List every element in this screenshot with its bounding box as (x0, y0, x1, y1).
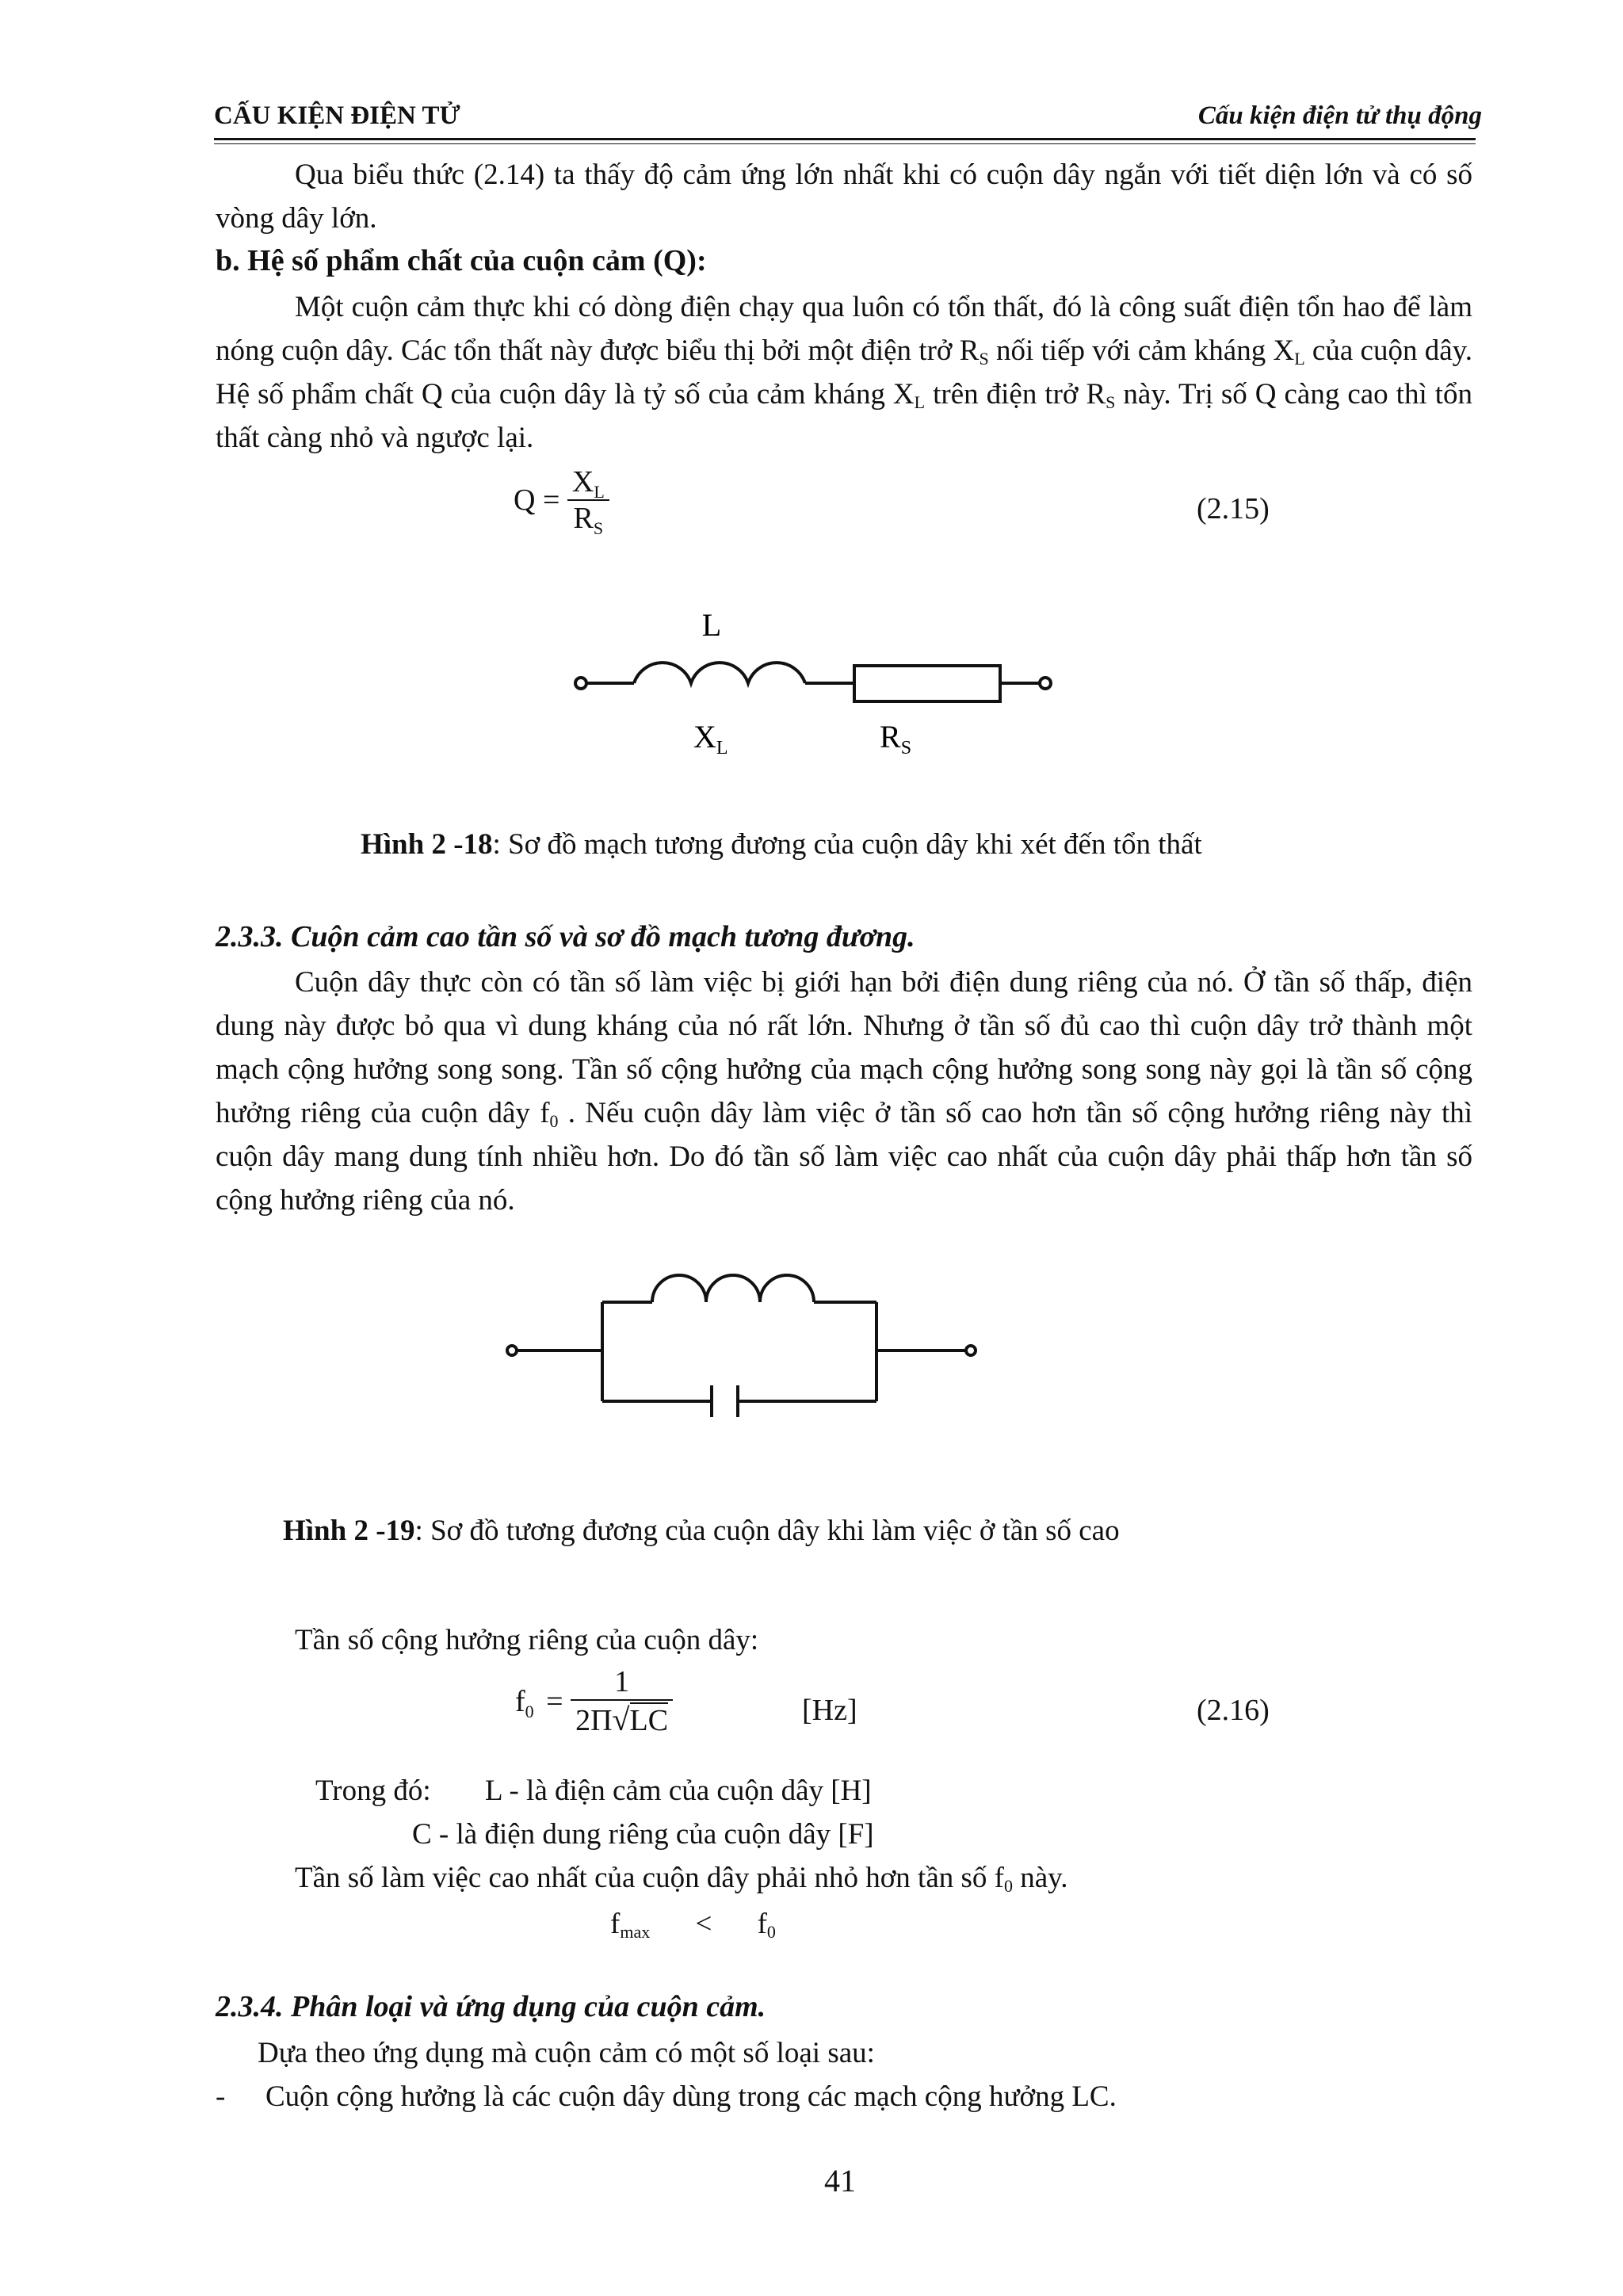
where-l-definition: L - là điện cảm của cuộn dây [H] (485, 1775, 872, 1807)
terminal-right (966, 1346, 976, 1355)
equation-number-2-16: (2.16) (1197, 1694, 1270, 1727)
terminal-right (1040, 678, 1051, 689)
figure-2-18-circuit (555, 602, 1109, 777)
page-number: 41 (824, 2163, 856, 2199)
terminal-left (575, 678, 586, 689)
q-fraction: $\frac{X_L}{R_S}$ (567, 464, 609, 536)
paragraph-3: Cuộn dây thực còn có tần số làm việc bị giới hạn bởi điện dung riêng của nó. Ở tần số thấp, điện dung này được bỏ qua vì dung kháng của nó rất lớn. Nhưng ở tần số đủ cao thì cuộn dây trở thành một mạch cộng hưởng song song. Tần số cộng hưởng của mạch cộng hưởng song song này gọi là tần số cộng hưởng riêng của cuộn dây $f_0$ . Nếu cuộn dây làm việc ở tần số cao hơn tần số cộng hưởng riêng này thì cuộn dây mang dung tính nhiều hơn. Do đó tần số làm việc cao nhất của cuộn dây phải thấp hơn tần số cộng hưởng riêng của nó. (216, 966, 1473, 1217)
inductor-coil (652, 1275, 814, 1302)
section-2-3-4-heading: 2.3.4. Phân loại và ứng dụng của cuộn cảm. (216, 1990, 766, 2023)
where-c-definition: C - là điện dung riêng của cuộn dây [F] (412, 1818, 874, 1851)
bullet-dash: - (216, 2080, 226, 2113)
resonance-fraction: $\frac{1}{2\Pi√LC}$ (571, 1664, 673, 1738)
equation-number-2-15: (2.15) (1197, 492, 1270, 525)
where-label: Trong đó: (315, 1775, 431, 1807)
header-rule-thin (214, 143, 1476, 144)
bullet-item-resonant-coil: Cuộn cộng hưởng là các cuộn dây dùng trong các mạch cộng hưởng LC. (265, 2080, 1117, 2113)
paragraph-1: Qua biểu thức (2.14) ta thấy độ cảm ứng lớn nhất khi có cuộn dây ngắn với tiết diện lớn và có số vòng dây lớn. (216, 159, 1472, 235)
equation-2-16: $f_0$ = $\frac{1}{2\Pi√LC}$ (515, 1664, 673, 1738)
max-frequency-statement: Tần số làm việc cao nhất của cuộn dây phải nhỏ hơn tần số $f_0$ này. (295, 1862, 1068, 1896)
figure-2-19-caption: Hình 2 -19: Sơ đồ tương đương của cuộn dây khi làm việc ở tần số cao (283, 1515, 1120, 1547)
header-rule (214, 138, 1476, 140)
paragraph-2: Một cuộn cảm thực khi có dòng điện chạy qua luôn có tổn thất, đó là công suất điện tổn hao để làm nóng cuộn dây. Các tổn thất này được biểu thị bởi một điện trở $R_S$ nối tiếp với cảm kháng $X_L$ của cuộn dây. Hệ số phẩm chất Q của cuộn dây là tỷ số của cảm kháng $X_L$ trên điện trở $R_S$ này. Trị số Q càng cao thì tổn thất càng nhỏ và ngược lại. (216, 291, 1473, 454)
paragraph-4: Dựa theo ứng dụng mà cuộn cảm có một số loại sau: (258, 2037, 875, 2069)
label-rs: $R_S$ (880, 719, 912, 758)
section-b-heading: b. Hệ số phẩm chất của cuộn cảm (Q): (216, 244, 707, 277)
label-xl: $X_L$ (693, 719, 728, 758)
sqrt-symbol: √ (612, 1702, 630, 1737)
figure-2-19-circuit (491, 1252, 999, 1442)
terminal-left (507, 1346, 517, 1355)
inequality-fmax-f0: $f_{max} < f_0$ (610, 1908, 776, 1942)
resonance-intro: Tần số cộng hưởng riêng của cuộn dây: (295, 1624, 759, 1656)
inductor-coil (634, 663, 805, 683)
running-header-left: CẤU KIỆN ĐIỆN TỬ (214, 101, 460, 130)
resistor-rs (854, 666, 1000, 701)
unit-hz: [Hz] (802, 1694, 857, 1727)
section-2-3-3-heading: 2.3.3. Cuộn cảm cao tần số và sơ đồ mạch tương đương. (216, 920, 915, 953)
equation-2-15: Q = $\frac{X_L}{R_S}$ (514, 464, 609, 536)
figure-2-18-caption: Hình 2 -18: Sơ đồ mạch tương đương của cuộn dây khi xét đến tổn thất (361, 828, 1202, 861)
running-header-right: Cấu kiện điện tử thụ động (1197, 101, 1482, 130)
label-l: L (701, 607, 722, 643)
